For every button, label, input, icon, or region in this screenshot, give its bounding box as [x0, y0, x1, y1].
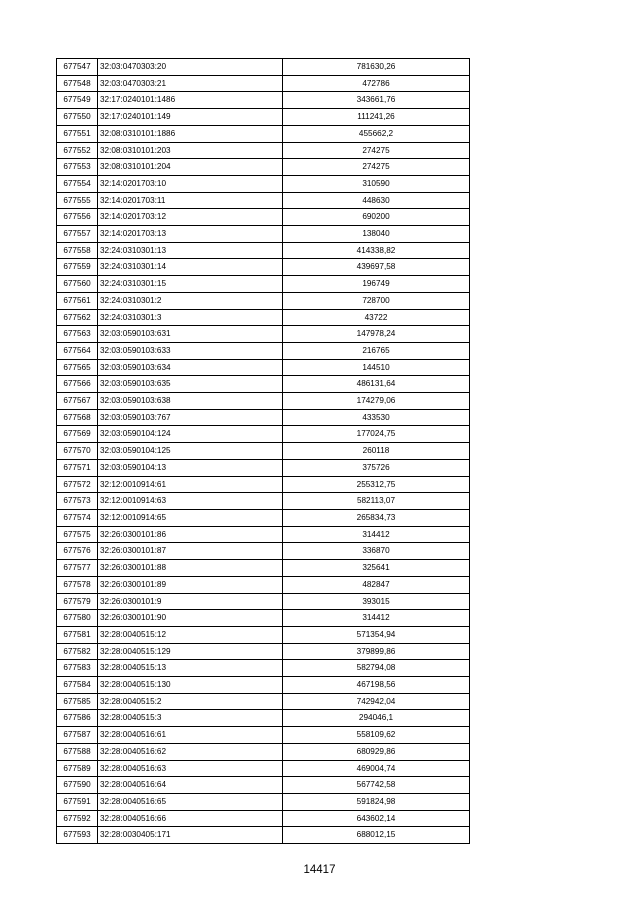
cadastral-number: 32:26:0300101:88 [98, 560, 283, 577]
cadastral-number: 32:03:0590103:635 [98, 376, 283, 393]
row-id: 677592 [57, 810, 98, 827]
table-row [57, 793, 470, 810]
row-id: 677553 [57, 159, 98, 176]
cadastral-number: 32:28:0040516:62 [98, 743, 283, 760]
row-value: 174279,06 [283, 393, 470, 410]
table-row [57, 543, 470, 560]
table-row [57, 827, 470, 844]
table-row [57, 810, 470, 827]
row-id: 677589 [57, 760, 98, 777]
cadastral-number: 32:28:0040516:63 [98, 760, 283, 777]
cadastral-number: 32:14:0201703:13 [98, 226, 283, 243]
row-value: 567742,58 [283, 777, 470, 794]
row-value: 177024,75 [283, 426, 470, 443]
row-value: 147978,24 [283, 326, 470, 343]
cadastral-number: 32:08:0310101:1886 [98, 125, 283, 142]
row-id: 677581 [57, 626, 98, 643]
table-row [57, 175, 470, 192]
row-value: 680929,86 [283, 743, 470, 760]
table-row [57, 326, 470, 343]
table-row [57, 476, 470, 493]
row-id: 677578 [57, 576, 98, 593]
table-row [57, 209, 470, 226]
row-value: 343661,76 [283, 92, 470, 109]
table-row [57, 393, 470, 410]
table-row [57, 643, 470, 660]
row-id: 677568 [57, 409, 98, 426]
table-row [57, 75, 470, 92]
row-id: 677564 [57, 342, 98, 359]
table-row [57, 59, 470, 76]
cadastral-number: 32:28:0040516:66 [98, 810, 283, 827]
row-id: 677556 [57, 209, 98, 226]
row-id: 677560 [57, 276, 98, 293]
cadastral-number: 32:03:0590103:638 [98, 393, 283, 410]
row-id: 677566 [57, 376, 98, 393]
table-row [57, 576, 470, 593]
row-value: 472786 [283, 75, 470, 92]
row-id: 677573 [57, 493, 98, 510]
row-value: 274275 [283, 159, 470, 176]
table-row [57, 192, 470, 209]
table-row [57, 459, 470, 476]
row-value: 690200 [283, 209, 470, 226]
row-id: 677561 [57, 292, 98, 309]
table-row [57, 760, 470, 777]
cadastral-number: 32:14:0201703:10 [98, 175, 283, 192]
cadastral-number: 32:12:0010914:61 [98, 476, 283, 493]
row-value: 467198,56 [283, 677, 470, 694]
cadastral-number: 32:17:0240101:1486 [98, 92, 283, 109]
cadastral-number: 32:03:0470303:20 [98, 59, 283, 76]
row-value: 433530 [283, 409, 470, 426]
row-value: 314412 [283, 610, 470, 627]
row-value: 455662,2 [283, 125, 470, 142]
cadastral-number: 32:28:0040515:130 [98, 677, 283, 694]
row-id: 677563 [57, 326, 98, 343]
table-row [57, 443, 470, 460]
row-id: 677548 [57, 75, 98, 92]
row-value: 314412 [283, 526, 470, 543]
cadastral-number: 32:28:0040515:13 [98, 660, 283, 677]
row-id: 677554 [57, 175, 98, 192]
cadastral-number: 32:24:0310301:2 [98, 292, 283, 309]
row-id: 677584 [57, 677, 98, 694]
row-value: 260118 [283, 443, 470, 460]
cadastral-number: 32:24:0310301:3 [98, 309, 283, 326]
table-row [57, 142, 470, 159]
cadastral-number: 32:28:0040516:65 [98, 793, 283, 810]
row-value: 196749 [283, 276, 470, 293]
row-value: 310590 [283, 175, 470, 192]
row-id: 677562 [57, 309, 98, 326]
cadastral-number: 32:28:0030405:171 [98, 827, 283, 844]
table-row [57, 342, 470, 359]
row-id: 677547 [57, 59, 98, 76]
row-value: 448630 [283, 192, 470, 209]
cadastral-number: 32:03:0590104:125 [98, 443, 283, 460]
row-value: 144510 [283, 359, 470, 376]
row-id: 677567 [57, 393, 98, 410]
row-id: 677588 [57, 743, 98, 760]
row-id: 677570 [57, 443, 98, 460]
cadastral-number: 32:12:0010914:65 [98, 509, 283, 526]
row-value: 325641 [283, 560, 470, 577]
table-row [57, 693, 470, 710]
table-row [57, 526, 470, 543]
table-row [57, 276, 470, 293]
table-row [57, 92, 470, 109]
cadastral-number: 32:08:0310101:203 [98, 142, 283, 159]
row-id: 677558 [57, 242, 98, 259]
cadastral-number: 32:26:0300101:90 [98, 610, 283, 627]
row-value: 379899,86 [283, 643, 470, 660]
table-row [57, 359, 470, 376]
row-id: 677551 [57, 125, 98, 142]
row-id: 677579 [57, 593, 98, 610]
row-value: 688012,15 [283, 827, 470, 844]
cadastral-number: 32:24:0310301:14 [98, 259, 283, 276]
cadastral-number: 32:28:0040515:3 [98, 710, 283, 727]
cadastral-number: 32:03:0590104:13 [98, 459, 283, 476]
row-value: 216765 [283, 342, 470, 359]
row-id: 677591 [57, 793, 98, 810]
table-row [57, 710, 470, 727]
table-row [57, 610, 470, 627]
table-row [57, 309, 470, 326]
row-value: 294046,1 [283, 710, 470, 727]
cadastral-number: 32:03:0590103:767 [98, 409, 283, 426]
row-id: 677549 [57, 92, 98, 109]
row-value: 336870 [283, 543, 470, 560]
row-value: 571354,94 [283, 626, 470, 643]
cadastral-number: 32:03:0590104:124 [98, 426, 283, 443]
row-id: 677557 [57, 226, 98, 243]
cadastral-number: 32:26:0300101:89 [98, 576, 283, 593]
row-id: 677585 [57, 693, 98, 710]
row-value: 414338,82 [283, 242, 470, 259]
table-row [57, 743, 470, 760]
data-table [56, 58, 470, 844]
row-value: 558109,62 [283, 727, 470, 744]
row-id: 677574 [57, 509, 98, 526]
row-id: 677552 [57, 142, 98, 159]
cadastral-number: 32:03:0470303:21 [98, 75, 283, 92]
row-id: 677587 [57, 727, 98, 744]
cadastral-number: 32:03:0590103:634 [98, 359, 283, 376]
row-id: 677565 [57, 359, 98, 376]
row-id: 677550 [57, 109, 98, 126]
row-id: 677580 [57, 610, 98, 627]
table-row [57, 242, 470, 259]
table-row [57, 509, 470, 526]
cadastral-number: 32:28:0040515:12 [98, 626, 283, 643]
table-row [57, 660, 470, 677]
cadastral-number: 32:28:0040515:2 [98, 693, 283, 710]
table-body [57, 59, 470, 844]
row-id: 677593 [57, 827, 98, 844]
row-value: 375726 [283, 459, 470, 476]
table-row [57, 259, 470, 276]
cadastral-number: 32:26:0300101:9 [98, 593, 283, 610]
row-value: 111241,26 [283, 109, 470, 126]
table-row [57, 560, 470, 577]
table-row [57, 125, 470, 142]
cadastral-number: 32:26:0300101:87 [98, 543, 283, 560]
table-row [57, 727, 470, 744]
row-value: 582113,07 [283, 493, 470, 510]
row-id: 677590 [57, 777, 98, 794]
row-value: 591824,98 [283, 793, 470, 810]
table-row [57, 426, 470, 443]
cadastral-number: 32:03:0590103:633 [98, 342, 283, 359]
row-id: 677572 [57, 476, 98, 493]
row-id: 677555 [57, 192, 98, 209]
table-row [57, 677, 470, 694]
row-id: 677571 [57, 459, 98, 476]
cadastral-number: 32:26:0300101:86 [98, 526, 283, 543]
row-id: 677582 [57, 643, 98, 660]
row-value: 728700 [283, 292, 470, 309]
table-row [57, 292, 470, 309]
cadastral-number: 32:28:0040516:61 [98, 727, 283, 744]
cadastral-number: 32:08:0310101:204 [98, 159, 283, 176]
row-id: 677575 [57, 526, 98, 543]
cadastral-number: 32:14:0201703:11 [98, 192, 283, 209]
page-number: 14417 [303, 864, 336, 876]
cadastral-number: 32:14:0201703:12 [98, 209, 283, 226]
row-value: 439697,58 [283, 259, 470, 276]
table-row [57, 376, 470, 393]
row-value: 469004,74 [283, 760, 470, 777]
cadastral-number: 32:28:0040515:129 [98, 643, 283, 660]
row-id: 677576 [57, 543, 98, 560]
row-value: 486131,64 [283, 376, 470, 393]
table-row [57, 226, 470, 243]
row-value: 265834,73 [283, 509, 470, 526]
cadastral-number: 32:28:0040516:64 [98, 777, 283, 794]
table-row [57, 626, 470, 643]
row-value: 781630,26 [283, 59, 470, 76]
row-value: 138040 [283, 226, 470, 243]
row-id: 677559 [57, 259, 98, 276]
row-id: 677583 [57, 660, 98, 677]
table-row [57, 159, 470, 176]
row-id: 677569 [57, 426, 98, 443]
table-row [57, 409, 470, 426]
row-value: 643602,14 [283, 810, 470, 827]
row-id: 677577 [57, 560, 98, 577]
row-value: 393015 [283, 593, 470, 610]
row-value: 43722 [283, 309, 470, 326]
cadastral-number: 32:17:0240101:149 [98, 109, 283, 126]
row-value: 482847 [283, 576, 470, 593]
cadastral-number: 32:24:0310301:15 [98, 276, 283, 293]
row-id: 677586 [57, 710, 98, 727]
row-value: 255312,75 [283, 476, 470, 493]
cadastral-number: 32:12:0010914:63 [98, 493, 283, 510]
table-row [57, 109, 470, 126]
row-value: 742942,04 [283, 693, 470, 710]
cadastral-number: 32:03:0590103:631 [98, 326, 283, 343]
table-row [57, 493, 470, 510]
table-row [57, 777, 470, 794]
cadastral-number: 32:24:0310301:13 [98, 242, 283, 259]
row-value: 274275 [283, 142, 470, 159]
table-row [57, 593, 470, 610]
row-value: 582794,08 [283, 660, 470, 677]
